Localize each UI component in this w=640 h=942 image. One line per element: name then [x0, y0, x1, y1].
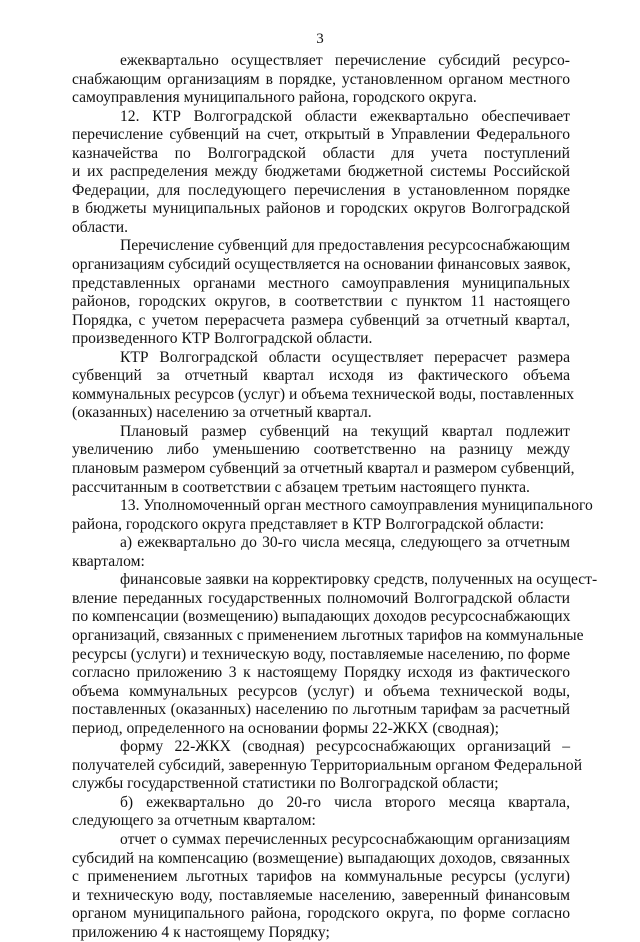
text-line: области.	[72, 218, 129, 236]
text-line: 13. Уполномоченный орган местного самоуправления муниципального	[120, 497, 593, 515]
text-line: субсидий на компенсацию (возмещение) выпадающих доходов, связанных	[72, 849, 570, 867]
text-line: и их распределения между бюджетами бюджетной системы Российской	[72, 163, 570, 181]
text-line: Перечисление субвенций для предоставления ресурсоснабжающим	[120, 237, 570, 255]
text-line: форму 22-ЖКХ (сводная) ресурсоснабжающих организаций –	[120, 738, 570, 756]
text-line: период, определенного на основании формы 22-ЖКХ (сводная);	[72, 719, 499, 737]
text-line: с применением льготных тарифов на коммунальные ресурсы (услуги)	[72, 868, 570, 886]
text-line: произведенного КТР Волгоградской области.	[72, 330, 373, 348]
text-line: финансовые заявки на корректировку средств, полученных на осущест-	[120, 571, 598, 589]
text-line: службы государственной статистики по Волгоградской области;	[72, 775, 499, 793]
document-body	[72, 52, 598, 942]
text-line: объема коммунальных ресурсов (услуг) и объема технической воды,	[72, 682, 570, 700]
text-line: поставленных (оказанных) населению по льготным тарифам за расчетный	[72, 701, 570, 719]
text-line: организаций, связанных с применением льготных тарифов на коммунальные	[72, 626, 584, 644]
text-line: вление переданных государственных полномочий Волгоградской области	[72, 589, 570, 607]
text-line: организациям субсидий осуществляется на основании финансовых заявок,	[72, 256, 571, 274]
text-line: отчет о суммах перечисленных ресурсоснабжающим организациям	[120, 830, 570, 848]
text-line: органом муниципального района, городского округа, по форме согласно	[72, 905, 570, 923]
text-line: согласно приложению 3 к настоящему Порядку исходя из фактического	[72, 664, 570, 682]
text-line: приложению 4 к настоящему Порядку;	[72, 923, 330, 941]
text-line: самоуправления муниципального района, городского округа.	[72, 89, 477, 107]
text-line: следующего за отчетным кварталом:	[72, 812, 316, 830]
page-number: 3	[316, 31, 324, 47]
text-line: Плановый размер субвенций на текущий квартал подлежит	[120, 422, 570, 440]
text-line: снабжающим организациям в порядке, установленном органом местного	[72, 70, 570, 88]
text-line: КТР Волгоградской области осуществляет перерасчет размера	[120, 348, 570, 366]
text-line: Федерации, для последующего перечисления в установленном порядке	[72, 181, 570, 199]
text-line: получателей субсидий, заверенную Территориальным органом Федеральной	[72, 756, 583, 774]
text-line: района, городского округа представляет в КТР Волгоградской области:	[72, 515, 544, 533]
text-line: казначейства по Волгоградской области для учета поступлений	[72, 144, 570, 162]
text-line: по компенсации (возмещению) выпадающих доходов ресурсоснабжающих	[72, 608, 571, 626]
text-line: плановым размером субвенций за отчетный квартал и размером субвенций,	[72, 460, 575, 478]
text-line: а) ежеквартально до 30-го числа месяца, следующего за отчетным	[120, 534, 570, 552]
text-line: представленных органами местного самоуправления муниципальных	[72, 274, 570, 292]
text-line: кварталом:	[72, 552, 145, 570]
text-line: и техническую воду, поставляемые населению, заверенный финансовым	[72, 886, 570, 904]
text-line: районов, городских округов, в соответствии с пунктом 11 настоящего	[72, 293, 570, 311]
text-line: субвенций за отчетный квартал исходя из фактического объема	[72, 367, 570, 385]
text-line: б) ежеквартально до 20-го числа второго месяца квартала,	[120, 793, 570, 811]
text-line: в бюджеты муниципальных районов и городских округов Волгоградской	[72, 200, 570, 218]
text-line: перечисление субвенций на счет, открытый в Управлении Федерального	[72, 126, 570, 144]
text-line: ресурсы (услуги) и техническую воду, поставляемые населению, по форме	[72, 645, 570, 663]
text-line: коммунальных ресурсов (услуг) и объема технической воды, поставленных	[72, 385, 575, 403]
text-line: Порядка, с учетом перерасчета размера субвенций за отчетный квартал,	[72, 311, 570, 329]
text-line: (оказанных) населению за отчетный квартал.	[72, 404, 372, 422]
text-line: ежеквартально осуществляет перечисление субсидий ресурсо-	[120, 52, 570, 69]
text-line: 12. КТР Волгоградской области ежеквартально обеспечивает	[120, 107, 570, 125]
text-line: увеличению либо уменьшению соответственно на разницу между	[72, 441, 570, 459]
text-line: рассчитанным в соответствии с абзацем третьим настоящего пункта.	[72, 478, 530, 496]
